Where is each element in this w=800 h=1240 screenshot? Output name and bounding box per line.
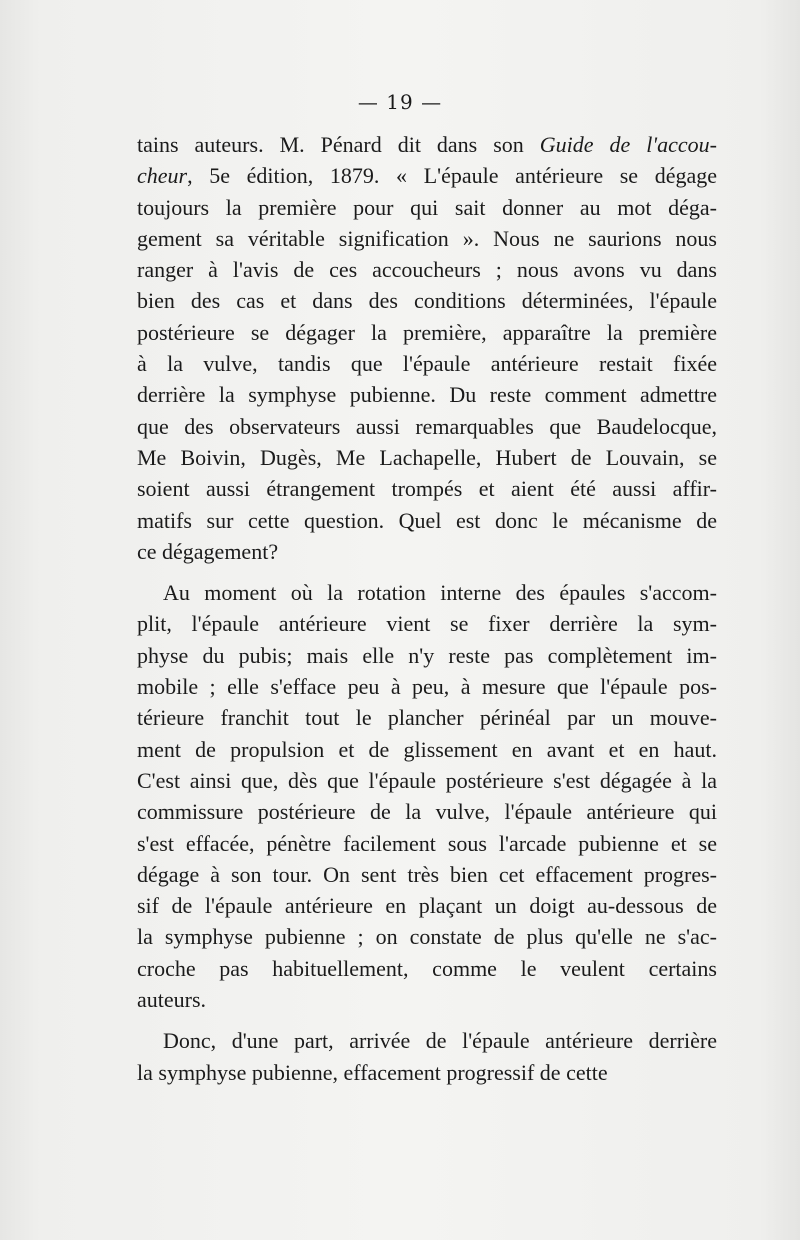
italic-text: cheur [137,163,188,189]
text-run: derrière la symphyse pubienne. Du reste comment admettre [137,382,717,408]
text-run: auteurs. [137,987,207,1013]
text-run: mobile ; elle s'efface peu à peu, à mesure que l'épaule pos- [137,674,717,700]
text-line [137,473,717,504]
text-line [137,1025,717,1056]
text-line [137,890,717,921]
paragraph-gap [137,567,717,577]
text-line [137,160,717,191]
text-line [137,379,717,410]
text-run: plit, l'épaule antérieure vient se fixer derrière la sym- [137,611,717,637]
paragraph [137,577,717,1015]
text-line [137,702,717,733]
text-line [137,536,717,567]
text-line [137,411,717,442]
text-run: toujours la première pour qui sait donner au mot déga- [137,194,717,220]
text-run: soient aussi étrangement trompés et aient été aussi affir- [137,476,717,502]
text-run: commissure postérieure de la vulve, l'épaule antérieure qui [137,799,717,825]
text-line [137,129,717,160]
text-run: la symphyse pubienne ; on constate de plus qu'elle ne s'ac- [137,924,717,950]
text-run: bien des cas et dans des conditions déterminées, l'épaule [137,288,717,314]
text-run: tains auteurs. M. Pénard dit dans son [137,132,540,157]
text-run: la symphyse pubienne, effacement progressif de cette [137,1059,608,1085]
text-run: matifs sur cette question. Quel est donc le mécanisme de [137,507,717,533]
text-run: gement sa véritable signification ». Nous ne saurions nous [137,225,717,251]
text-run: postérieure se dégager la première, apparaître la première [137,319,717,345]
text-line [137,640,717,671]
text-run: ment de propulsion et de glissement en avant et en haut. [137,736,717,762]
text-line [137,953,717,984]
text-run: dégage à son tour. On sent très bien cet effacement progres- [137,861,717,887]
text-line [137,577,717,608]
text-line [137,984,717,1015]
text-line [137,192,717,223]
text-line [137,859,717,890]
text-line [137,317,717,348]
text-line [137,223,717,254]
text-run: que des observateurs aussi remarquables que Baudelocque, [137,413,717,439]
text-line [137,285,717,316]
text-line [137,734,717,765]
paragraph [137,129,717,567]
text-run: C'est ainsi que, dès que l'épaule postérieure s'est dégagée à la [137,767,717,793]
body-text [137,129,717,1088]
text-run: à la vulve, tandis que l'épaule antérieure restait fixée [137,351,717,377]
text-line [137,608,717,639]
text-run: Donc, d'une part, arrivée de l'épaule antérieure derrière [163,1028,717,1054]
text-run: sif de l'épaule antérieure en plaçant un doigt au-dessous de [137,893,717,919]
text-run: Me Boivin, Dugès, Me Lachapelle, Hubert de Louvain, se [137,444,717,470]
text-line [137,254,717,285]
text-run: ce dégagement? [137,538,279,564]
text-run: croche pas habituellement, comme le veulent certains [137,955,717,981]
text-line [137,348,717,379]
text-line [137,765,717,796]
text-line [137,505,717,536]
text-run: térieure franchit tout le plancher périnéal par un mouve- [137,705,717,731]
text-line [137,442,717,473]
text-line [137,1057,717,1088]
text-line [137,671,717,702]
text-run: physe du pubis; mais elle n'y reste pas complètement im- [137,642,717,668]
text-line [137,796,717,827]
page-number: — 19 — [357,90,443,114]
italic-text: Guide de l'accou- [539,132,717,157]
text-line [137,828,717,859]
text-line [137,921,717,952]
text-run: , 5e édition, 1879. « L'épaule antérieure se dégage [187,163,717,189]
text-run: s'est effacée, pénètre facilement sous l'arcade pubienne et se [137,830,717,856]
paragraph-gap [137,1015,717,1025]
paragraph [137,1025,717,1088]
text-run: ranger à l'avis de ces accoucheurs ; nous avons vu dans [137,257,717,283]
text-run: Au moment où la rotation interne des épaules s'accom- [163,580,717,606]
